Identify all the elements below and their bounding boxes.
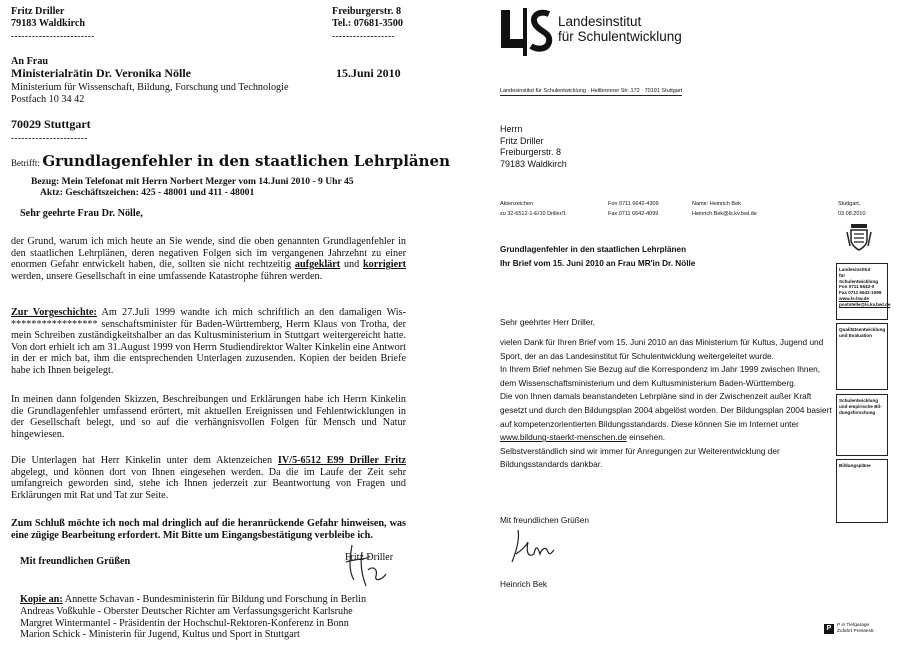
reply-link-line xyxy=(500,431,832,445)
meta-contact xyxy=(608,201,659,218)
reply-body-1: vielen Dank für Ihren Brief vom 15. Juni 2010 an das Ministerium für Kultus, Jugend und Sport, der an das Landesinstitut für Schulentwicklung weitergeleitet wurde. xyxy=(500,337,824,361)
side-institute-web: www.ls-bw.de xyxy=(839,295,870,301)
copy-recipient-1: Annette Schavan - Bundesministerin für Bildung und Forschung in Berlin xyxy=(62,594,367,605)
addressee-name: Fritz Driller xyxy=(500,135,544,146)
parking-icon: P xyxy=(824,624,834,634)
side-box-quality xyxy=(836,323,888,390)
coat-of-arms-icon xyxy=(845,222,873,252)
side-institute-2: für Schulentwicklung xyxy=(839,272,879,284)
recipient-name: Ministerialrätin Dr. Veronika Nölle xyxy=(11,66,191,80)
paragraph-3: In meinen dann folgenden Skizzen, Beschreibungen und Erklärungen habe ich Herrn Kinkelin die Grundlagenfehler umfassend erörtert, mit aktuellen Ereignissen und Fehlentwicklungen in der Gesellschaft belegt, und so auf die verhängnisvollen Folgen für Mensch und Natur hingewiesen. xyxy=(11,394,406,440)
recipient-city: 70029 Stuttgart xyxy=(11,117,91,131)
sender-street: Freiburgerstr. 8 xyxy=(332,6,402,17)
copy-line-1 xyxy=(20,594,440,606)
meta-person xyxy=(692,201,757,218)
file-reference: Aktz: Geschäftszeichen: 425 - 48001 und 411 - 48001 xyxy=(40,187,255,198)
side-curricula-1: Bildungspläne xyxy=(839,463,871,468)
paragraph-2 xyxy=(11,307,406,377)
closing: Mit freundlichen Grüßen xyxy=(20,556,131,567)
ls-logo-icon xyxy=(497,8,555,58)
right-letter xyxy=(460,0,900,654)
reply-link-after: einsehen. xyxy=(626,432,666,443)
return-address: Landesinstitut für Schulentwicklung · Heilbronner Str. 172 · 70191 Stuttgart xyxy=(500,88,683,94)
reply-body-4: Selbstverständlich sind wir immer für Anregungen zur Weiterentwicklung der Bildungsstandards dankbar. xyxy=(500,445,780,470)
paragraph-1-end: werden, unsere Gesellschaft in eine umfassende Katastrophe führen werden. xyxy=(11,270,323,282)
parking-note xyxy=(837,623,875,635)
parking-note-1: P in Tiefgarage xyxy=(837,623,870,628)
reply-signer: Heinrich Bek xyxy=(500,579,548,589)
paragraph-4 xyxy=(11,455,406,501)
side-box-curricula xyxy=(836,459,888,523)
paragraph-2-text: Am 27.Juli 1999 wandte ich mich schriftlich an den damaligen Wis- xyxy=(96,307,406,318)
sender-divider-right: ------------------ xyxy=(332,31,395,41)
recipient-ministry: Ministerium für Wissenschaft, Bildung, Forschung und Technologie xyxy=(11,82,289,93)
reply-body xyxy=(500,336,832,472)
meta-ref xyxy=(500,201,566,218)
reply-signature xyxy=(508,524,558,568)
side-quality-1: Qualitätsentwicklung xyxy=(839,327,886,332)
side-institute-1: Landesinstitut xyxy=(839,267,871,272)
subject-line xyxy=(11,152,451,170)
letter-date: 15.Juni 2010 xyxy=(336,66,401,80)
reply-reference: Ihr Brief vom 15. Juni 2010 an Frau MR'in Dr. Nölle xyxy=(500,259,696,268)
meta-fax: Fax 0711 6642-4099 xyxy=(608,211,659,217)
side-box-institute xyxy=(836,263,891,320)
copy-recipient-3: Margret Wintermantel - Präsidentin der Hochschul-Rektoren-Konferenz in Bonn xyxy=(20,617,349,629)
to-label: An Frau xyxy=(11,56,49,67)
paragraph-4-text: Die Unterlagen hat Herr Kinkelin unter dem Aktenzeichen xyxy=(11,455,278,466)
paragraph-1 xyxy=(11,236,406,282)
reply-body-3: Die von Ihnen damals beanstandeten Lehrpläne sind in der Zwischenzeit außer Kraft gesetzt und durch den Bildungsplan 2004 abgelöst worden. Der Bildungsplan 2004 basiert auf kompetenzorientierten Bildungsstandards. Diese können Sie im Internet unter xyxy=(500,391,832,429)
paragraph-5: Zum Schluß möchte ich noch mal dringlich auf die heranrückende Gefahr hinweisen, was eine zügige Bearbeitung erfordert. Mit Bitte um Eingangsbestätigung verbleibe ich. xyxy=(11,518,406,541)
history-label: Zur Vorgeschichte: xyxy=(11,307,97,318)
emphasis-korrigiert: korrigiert xyxy=(363,259,407,271)
side-development-3: dungsforschung xyxy=(839,409,876,415)
sender-name: Fritz Driller xyxy=(11,6,65,17)
signature-name: Fritz Driller xyxy=(345,552,394,563)
paragraph-4-rest: abgelegt, und können dort von Ihnen eingesehen werden. Da die im Laufe der Zeit sehr umfangreich geworden sind, stehe ich Ihnen jederzeit zur Beantwortung von Fragen und Erklärungen mit Rat und Tat zur Seite. xyxy=(11,466,406,501)
reference-line: Bezug: Mein Telefonat mit Herrn Norbert Mezger vom 14.Juni 2010 - 9 Uhr 45 xyxy=(31,176,354,187)
reply-closing: Mit freundlichen Grüßen xyxy=(500,515,590,525)
subject-block xyxy=(500,243,695,271)
meta-name: Name: Heinrich Bek xyxy=(692,201,741,207)
addressee-salutation: Herrn xyxy=(500,124,523,134)
reply-salutation: Sehr geehrter Herr Driller, xyxy=(500,317,595,327)
copy-recipient-4: Marion Schick - Ministerin für Jugend, Kultus und Sport in Stuttgart xyxy=(20,629,300,641)
sender-phone: Tel.: 07681-3500 xyxy=(332,18,403,29)
salutation: Sehr geehrte Frau Dr. Nölle, xyxy=(20,208,143,219)
reply-body-2: In Ihrem Brief nehmen Sie Bezug auf die Korrespondenz im Jahr 1999 zwischen Ihnen, dem Wissenschaftsministerium und dem Kultusministerium Baden-Württemberg. xyxy=(500,364,821,388)
handwritten-signature xyxy=(340,540,400,590)
side-institute-phone: Fon 0711 6642-0 xyxy=(839,284,875,290)
addressee-block xyxy=(500,124,567,170)
meta-phone: Fon 0711 6642-4309 xyxy=(608,201,659,207)
meta-ref-label: Aktenzeichen xyxy=(500,201,534,207)
paragraph-2-rest: senschaftsminister für Baden-Württemberg, Herrn Klaus von Trotha, der mein Schreiben zuständigkeitshalber an das Kultusministerium in Stuttgart weitergereicht hatte. Von dort erhielt ich am 31.August 1999 von Herrn Studiendirektor Walter Kinkelin eine Antwort in der er mich bat, ihm die entsprechenden Unterlagen zuzusenden. Kopien der beiden Briefe habe ich Ihnen beigelegt. xyxy=(11,318,406,376)
redacted-stars: ***************** xyxy=(11,318,98,330)
copy-recipients xyxy=(20,594,440,641)
file-number: IV/5-6512 E99 Driller Fritz xyxy=(277,455,406,466)
parking-note-2: Zufahrt Pressestr. xyxy=(837,629,875,634)
meta-date-block xyxy=(838,201,866,218)
recipient-divider: ---------------------- xyxy=(11,133,88,143)
emphasis-aufgeklaert: aufgeklärt xyxy=(294,259,341,271)
paragraph-1-and: und xyxy=(340,259,364,271)
sender-city: 79183 Waldkirch xyxy=(11,18,86,29)
copy-recipient-2: Andreas Voßkuhle - Oberster Deutscher Richter am Verfassungsgericht Karlsruhe xyxy=(20,605,353,617)
copy-label: Kopie an: xyxy=(20,594,63,605)
side-institute-email: poststelle@ls.kv.bwl.de xyxy=(839,301,891,307)
subject-title: Grundlagenfehler in den staatlichen Lehrplänen xyxy=(42,152,451,170)
sender-divider: ------------------------ xyxy=(11,31,95,41)
meta-ref-value: zu 32-6512-1-E/10 Driller/1 xyxy=(500,211,567,217)
side-development-1: Schulentwicklung xyxy=(839,398,879,403)
paragraph-1-text: der Grund, warum ich mich heute an Sie wende, sind die oben genannten Grundlagenfehler in den staatlichen Lehrplänen, deren negativen Folgen sich im vergangenen Jahrzehnt zu einer enormen Gefahr entwickelt haben, die, sollten sie nicht rechtzeitig xyxy=(11,236,406,271)
subject-label: Betrifft: xyxy=(11,158,40,168)
side-institute-fax: Fax 0711 6642-1099 xyxy=(839,290,882,296)
addressee-street: Freiburgerstr. 8 xyxy=(500,147,562,157)
logo-line-2: für Schulentwicklung xyxy=(558,29,682,44)
reply-subject: Grundlagenfehler in den staatlichen Lehrplänen xyxy=(500,245,687,254)
side-development-2: und empirische Bil- xyxy=(839,403,882,409)
side-quality-2: und Evaluation xyxy=(839,332,872,338)
logo-line-1: Landesinstitut xyxy=(558,14,642,29)
meta-email: Heinrich.Bek@ls.kv.bwl.de xyxy=(692,211,757,217)
website-link[interactable]: www.bildung-staerkt-menschen.de xyxy=(500,432,627,443)
meta-city: Stuttgart, xyxy=(838,201,861,207)
side-box-development xyxy=(836,394,888,456)
addressee-city: 79183 Waldkirch xyxy=(500,158,567,169)
recipient-pobox: Postfach 10 34 42 xyxy=(11,94,85,105)
meta-date: 03.08.2010 xyxy=(838,211,866,217)
